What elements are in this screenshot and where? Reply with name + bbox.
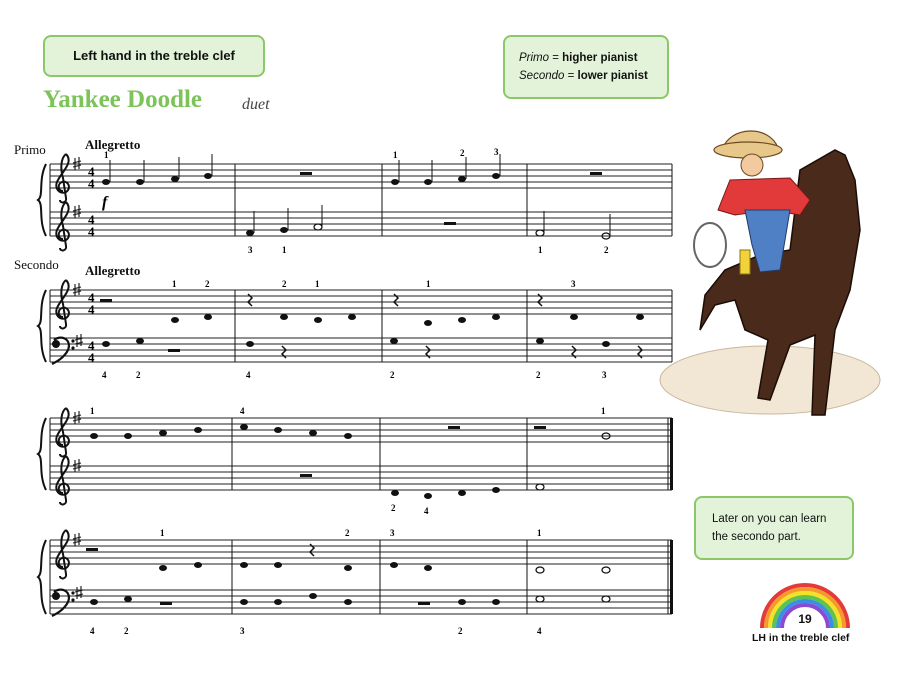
svg-text:2: 2 bbox=[390, 370, 395, 380]
svg-text:1: 1 bbox=[90, 406, 95, 416]
treble-clef-icon bbox=[56, 530, 69, 578]
primo-word: Primo bbox=[519, 52, 550, 64]
svg-text:4: 4 bbox=[88, 212, 95, 227]
svg-text:1: 1 bbox=[393, 150, 398, 160]
svg-text:4: 4 bbox=[88, 350, 95, 365]
secondo-label: Secondo bbox=[14, 257, 59, 272]
svg-text:3: 3 bbox=[248, 245, 253, 255]
brace bbox=[38, 418, 46, 490]
svg-text:4: 4 bbox=[88, 338, 95, 353]
svg-text:3: 3 bbox=[494, 147, 499, 157]
tempo-primo: Allegretto bbox=[85, 137, 141, 152]
system-1-primo bbox=[38, 147, 672, 255]
svg-text:2: 2 bbox=[536, 370, 541, 380]
svg-text:4: 4 bbox=[246, 370, 251, 380]
svg-text:4: 4 bbox=[102, 370, 107, 380]
note-box-text: Later on you can learn the secondo part. bbox=[712, 513, 827, 543]
tempo-secondo: Allegretto bbox=[85, 263, 141, 278]
svg-text:1: 1 bbox=[538, 245, 543, 255]
svg-text:1: 1 bbox=[104, 150, 109, 160]
svg-text:4: 4 bbox=[537, 626, 542, 636]
svg-text:1: 1 bbox=[537, 528, 542, 538]
barlines bbox=[50, 164, 672, 236]
svg-text:2: 2 bbox=[345, 528, 350, 538]
treble-clef-icon bbox=[56, 408, 69, 456]
lasso bbox=[694, 223, 726, 267]
svg-text:4: 4 bbox=[88, 302, 95, 317]
svg-text:4: 4 bbox=[424, 506, 429, 516]
svg-text:1: 1 bbox=[160, 528, 165, 538]
svg-text:4: 4 bbox=[88, 224, 95, 239]
section-tag-label: Left hand in the treble clef bbox=[73, 48, 235, 63]
piece-title: Yankee Doodle bbox=[43, 86, 203, 113]
staff-p1-rh bbox=[50, 164, 672, 188]
svg-text:2: 2 bbox=[124, 626, 129, 636]
secondo-word: Secondo bbox=[519, 70, 565, 82]
svg-text:1: 1 bbox=[315, 279, 320, 289]
svg-text:4: 4 bbox=[88, 290, 95, 305]
svg-text:3: 3 bbox=[571, 279, 576, 289]
system-1-secondo bbox=[38, 279, 672, 380]
svg-text:2: 2 bbox=[205, 279, 210, 289]
svg-text:2: 2 bbox=[282, 279, 287, 289]
primo-label: Primo bbox=[14, 142, 46, 157]
dynamic-marking: f bbox=[102, 194, 108, 211]
system-2-secondo bbox=[38, 528, 673, 636]
equals-sign: = bbox=[549, 52, 563, 64]
cowboy-illustration bbox=[660, 131, 880, 415]
svg-text:1: 1 bbox=[601, 406, 606, 416]
treble-clef-icon bbox=[56, 280, 69, 328]
brace bbox=[38, 164, 46, 236]
treble-clef-icon bbox=[56, 202, 69, 250]
bass-clef-icon bbox=[52, 338, 75, 364]
svg-text:2: 2 bbox=[136, 370, 141, 380]
time-signature-top: 4 bbox=[88, 164, 95, 179]
brace bbox=[38, 540, 46, 614]
svg-text:1: 1 bbox=[172, 279, 177, 289]
svg-text:2: 2 bbox=[458, 626, 463, 636]
svg-text:3: 3 bbox=[240, 626, 245, 636]
treble-clef-icon bbox=[56, 456, 69, 504]
svg-text:4: 4 bbox=[90, 626, 95, 636]
svg-text:1: 1 bbox=[282, 245, 287, 255]
treble-clef-icon bbox=[56, 154, 69, 202]
secondo-desc: lower pianist bbox=[577, 70, 648, 82]
staff-p1-lh bbox=[50, 212, 672, 236]
svg-text:2: 2 bbox=[391, 503, 396, 513]
page-number: 19 bbox=[798, 612, 812, 626]
svg-text:4: 4 bbox=[240, 406, 245, 416]
svg-text:3: 3 bbox=[390, 528, 395, 538]
cowboy-shirt bbox=[718, 178, 810, 215]
system-2-primo bbox=[38, 406, 673, 516]
piece-subtitle: duet bbox=[242, 96, 270, 113]
svg-text:2: 2 bbox=[604, 245, 609, 255]
fingerings-p1 bbox=[104, 147, 609, 255]
note-box bbox=[694, 496, 854, 560]
footer-label: LH in the treble clef bbox=[752, 632, 850, 644]
svg-text:3: 3 bbox=[602, 370, 607, 380]
equals-sign: = bbox=[564, 70, 578, 82]
time-signature-bottom: 4 bbox=[88, 176, 95, 191]
bass-clef-icon bbox=[52, 590, 75, 616]
brace bbox=[38, 290, 46, 362]
primo-desc: higher pianist bbox=[562, 52, 638, 64]
svg-text:2: 2 bbox=[460, 148, 465, 158]
svg-text:1: 1 bbox=[426, 279, 431, 289]
